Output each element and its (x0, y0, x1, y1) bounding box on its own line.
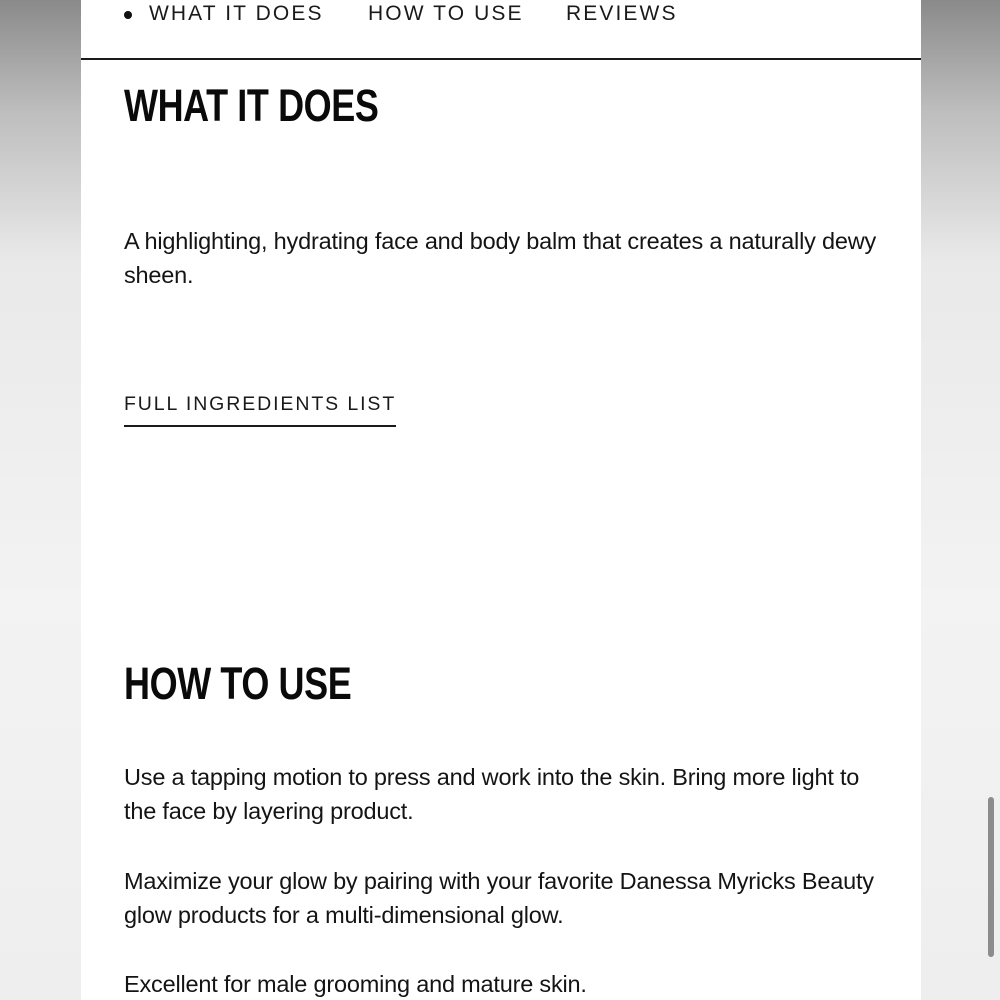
product-details-page (81, 0, 921, 1000)
how-to-use-paragraph: Maximize your glow by pairing with your favorite Danessa Myricks Beauty glow products for a multi-dimensional glow. (124, 868, 874, 928)
how-to-use-paragraph: Use a tapping motion to press and work into the skin. Bring more light to the face by layering product. (124, 764, 860, 824)
full-ingredients-link[interactable]: FULL INGREDIENTS LIST (124, 393, 396, 427)
active-tab-indicator (124, 11, 132, 19)
product-description: A highlighting, hydrating face and body balm that creates a naturally dewy sheen. (124, 228, 877, 288)
how-to-use-paragraph: Excellent for male grooming and mature skin. (124, 971, 587, 997)
what-it-does-heading: WHAT IT DOES (124, 80, 379, 131)
left-backdrop (0, 0, 81, 1000)
scrollbar-thumb[interactable] (988, 797, 994, 957)
tab-reviews[interactable]: REVIEWS (566, 2, 678, 25)
section-tab-nav (81, 0, 921, 60)
how-to-use-heading: HOW TO USE (124, 658, 352, 709)
tab-what-it-does[interactable]: WHAT IT DOES (149, 2, 324, 25)
tab-how-to-use[interactable]: HOW TO USE (368, 2, 524, 25)
